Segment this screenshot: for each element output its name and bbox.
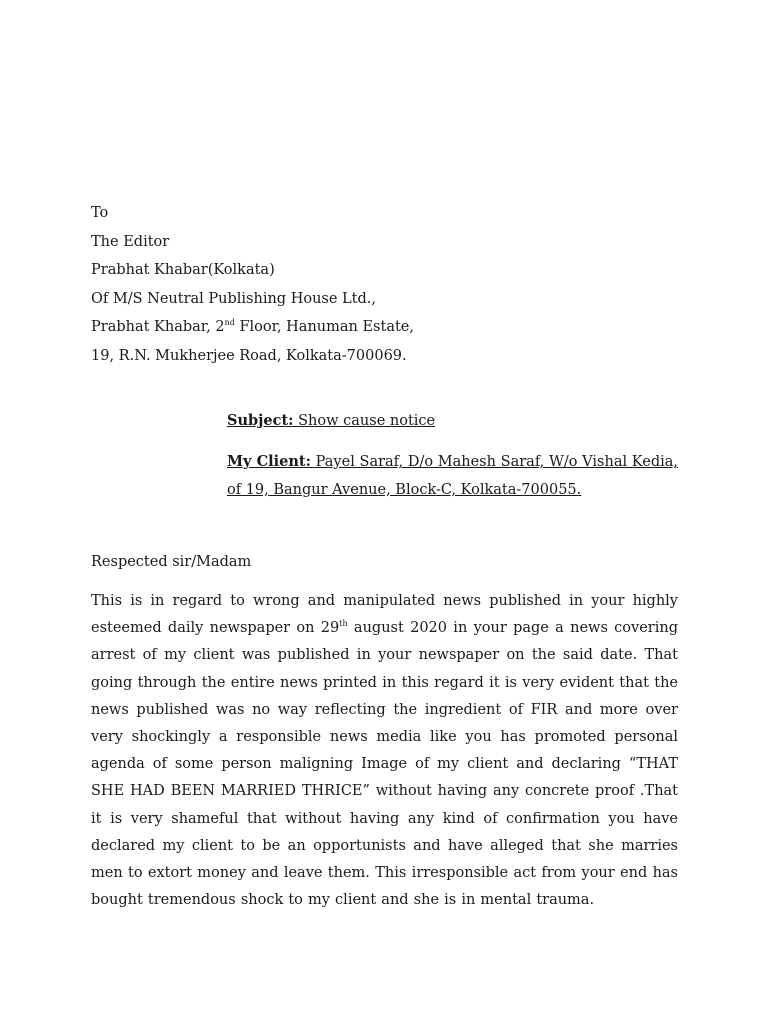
body-paragraph bbox=[91, 588, 678, 914]
client-line bbox=[227, 448, 678, 504]
body-text-before-date: This is in regard to wrong and manipulated news published in your highly esteemed daily newspaper on 29 bbox=[91, 593, 678, 637]
company-line: Of M/S Neutral Publishing House Ltd., bbox=[91, 290, 376, 307]
subject-text: Show cause notice bbox=[293, 413, 436, 429]
address-part-2: Floor, Hanuman Estate, bbox=[234, 319, 414, 336]
salutation: Respected sir/Madam bbox=[91, 554, 252, 570]
body-text-after-date: august 2020 in your page a news covering arrest of my client was published in your newspaper on the said date. That going through the entire news printed in this regard it is very evident that the news published was no way reflecting the ingredient of FIR and more over very shockingly a responsible news media like you has promoted personal agenda of some person maligning Image of my client and declaring “THAT SHE HAD BEEN MARRIED THRICE” without having any concrete proof .That it is very shameful that without having any kind of confirmation you have declared my client to be an opportunists and have alleged that she marries men to extort money and leave them. This irresponsible act from your end has bought tremendous shock to my client and she is in mental trauma. bbox=[91, 620, 679, 909]
client-label: My Client: bbox=[227, 453, 311, 470]
recipient-address-block bbox=[91, 202, 691, 374]
editor-line: The Editor bbox=[91, 233, 170, 250]
client-text: Payel Saraf, D/o Mahesh Saraf, W/o Vishal Kedia, of 19, Bangur Avenue, Block-C, Kolkata-700055. bbox=[227, 454, 678, 498]
to-line: To bbox=[91, 205, 109, 221]
date-ordinal-suffix: th bbox=[339, 619, 348, 629]
floor-ordinal-suffix: nd bbox=[224, 318, 235, 328]
address-part-1: Prabhat Khabar, 2 bbox=[91, 319, 225, 336]
publication-line: Prabhat Khabar(Kolkata) bbox=[91, 262, 275, 279]
subject-label: Subject: bbox=[227, 412, 294, 429]
subject-line bbox=[227, 410, 678, 432]
address-line-2: 19, R.N. Mukherjee Road, Kolkata-700069. bbox=[91, 347, 407, 364]
address-line-1 bbox=[91, 316, 691, 345]
subject-block bbox=[227, 410, 678, 504]
